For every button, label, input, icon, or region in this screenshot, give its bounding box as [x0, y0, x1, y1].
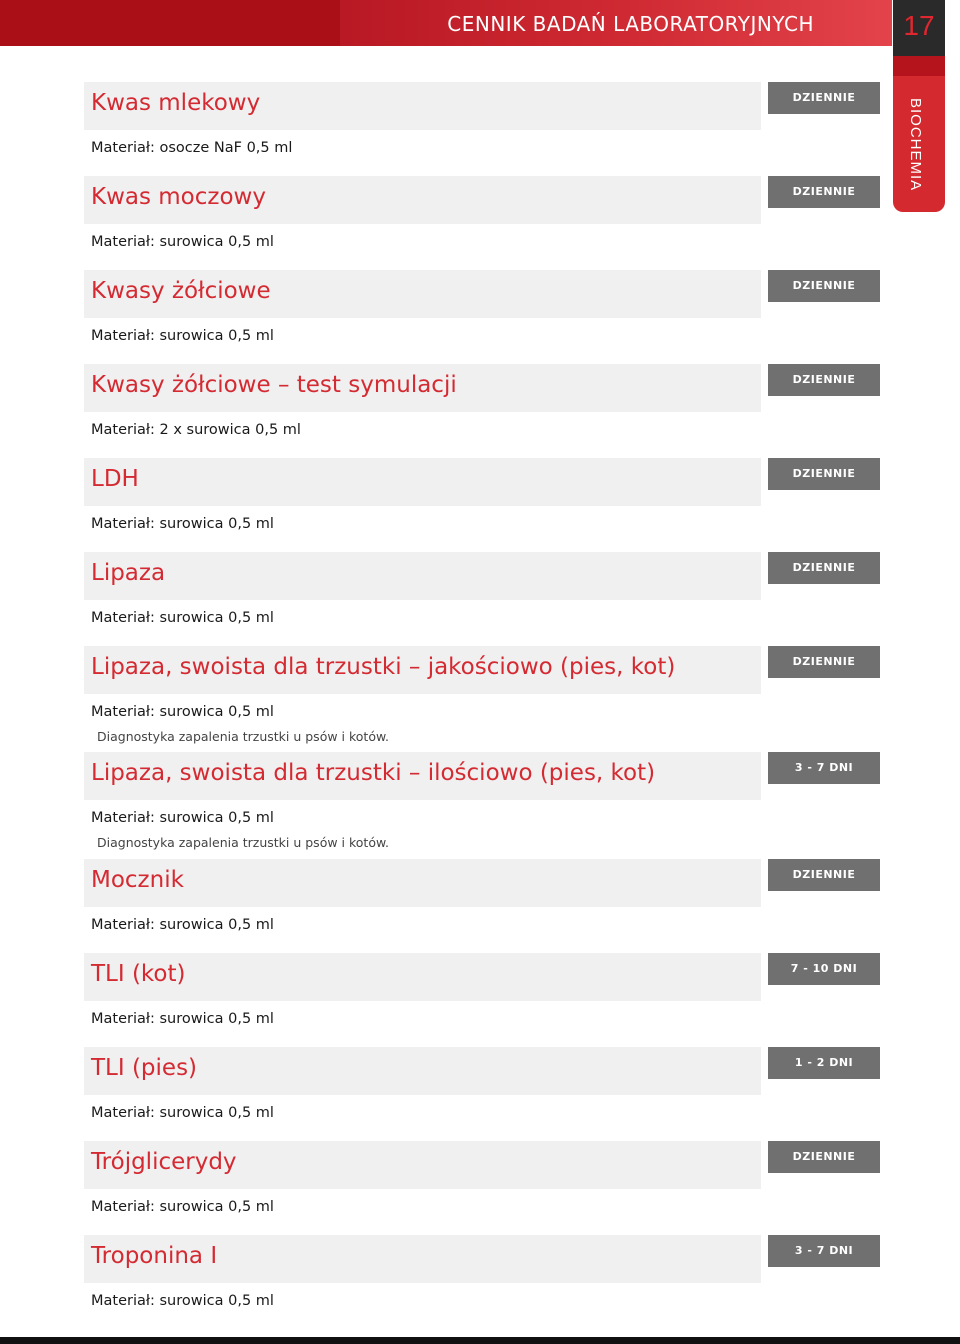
test-title: Mocznik: [91, 867, 184, 893]
test-title-bar: [84, 176, 761, 224]
test-title: Lipaza, swoista dla trzustki – ilościowo (pies, kot): [91, 760, 656, 786]
turnaround-badge: 3 - 7 DNI: [768, 1235, 880, 1267]
test-title: LDH: [91, 466, 139, 492]
test-title: Lipaza, swoista dla trzustki – jakościowo (pies, kot): [91, 654, 676, 680]
test-title-bar: [84, 859, 761, 907]
turnaround-badge: DZIENNIE: [768, 646, 880, 678]
test-material: Materiał: surowica 0,5 ml: [91, 610, 274, 626]
test-note: Diagnostyka zapalenia trzustki u psów i kotów.: [97, 729, 390, 744]
page-number-box: [893, 0, 945, 56]
test-material: Materiał: surowica 0,5 ml: [91, 1199, 274, 1215]
turnaround-badge: DZIENNIE: [768, 859, 880, 891]
test-title: Kwasy żółciowe: [91, 278, 271, 304]
test-material: Materiał: surowica 0,5 ml: [91, 234, 274, 250]
test-material: Materiał: surowica 0,5 ml: [91, 1011, 274, 1027]
test-title-bar: [84, 752, 761, 800]
turnaround-badge: DZIENNIE: [768, 364, 880, 396]
test-title: Kwas mlekowy: [91, 90, 261, 116]
test-title-bar: [84, 953, 761, 1001]
test-title: Troponina I: [91, 1243, 218, 1269]
header-bar: [0, 0, 892, 46]
turnaround-badge: DZIENNIE: [768, 458, 880, 490]
turnaround-badge: DZIENNIE: [768, 82, 880, 114]
test-title-bar: [84, 1047, 761, 1095]
test-title-bar: [84, 646, 761, 694]
section-tab-strip: [893, 56, 945, 76]
test-material: Materiał: surowica 0,5 ml: [91, 810, 274, 826]
section-tab-label: BIOCHEMIA: [907, 98, 924, 192]
test-title: Kwasy żółciowe – test symulacji: [91, 372, 457, 398]
test-title-bar: [84, 1141, 761, 1189]
test-material: Materiał: surowica 0,5 ml: [91, 516, 274, 532]
test-title-bar: [84, 1235, 761, 1283]
test-title-bar: [84, 458, 761, 506]
test-material: Materiał: surowica 0,5 ml: [91, 328, 274, 344]
turnaround-badge: DZIENNIE: [768, 552, 880, 584]
turnaround-badge: 1 - 2 DNI: [768, 1047, 880, 1079]
turnaround-badge: 7 - 10 DNI: [768, 953, 880, 985]
turnaround-badge: DZIENNIE: [768, 270, 880, 302]
turnaround-badge: 3 - 7 DNI: [768, 752, 880, 784]
test-title-bar: [84, 364, 761, 412]
turnaround-badge: DZIENNIE: [768, 1141, 880, 1173]
test-title: Trójglicerydy: [91, 1149, 237, 1175]
test-title: TLI (pies): [91, 1055, 198, 1081]
test-title: Kwas moczowy: [91, 184, 266, 210]
page-number: 17: [903, 10, 935, 41]
bottom-rule: [0, 1337, 960, 1344]
test-material: Materiał: 2 x surowica 0,5 ml: [91, 422, 301, 438]
test-note: Diagnostyka zapalenia trzustki u psów i kotów.: [97, 835, 390, 850]
test-title: Lipaza: [91, 560, 166, 586]
test-material: Materiał: surowica 0,5 ml: [91, 917, 274, 933]
test-title-bar: [84, 552, 761, 600]
test-material: Materiał: osocze NaF 0,5 ml: [91, 140, 293, 156]
test-material: Materiał: surowica 0,5 ml: [91, 1105, 274, 1121]
test-material: Materiał: surowica 0,5 ml: [91, 704, 274, 720]
test-material: Materiał: surowica 0,5 ml: [91, 1293, 274, 1309]
test-title-bar: [84, 82, 761, 130]
turnaround-badge: DZIENNIE: [768, 176, 880, 208]
page-title: CENNIK BADAŃ LABORATORYJNYCH: [447, 12, 814, 36]
header-bar-dark-segment: [0, 0, 340, 46]
test-title-bar: [84, 270, 761, 318]
test-title: TLI (kot): [91, 961, 186, 987]
section-tab: [893, 56, 945, 212]
